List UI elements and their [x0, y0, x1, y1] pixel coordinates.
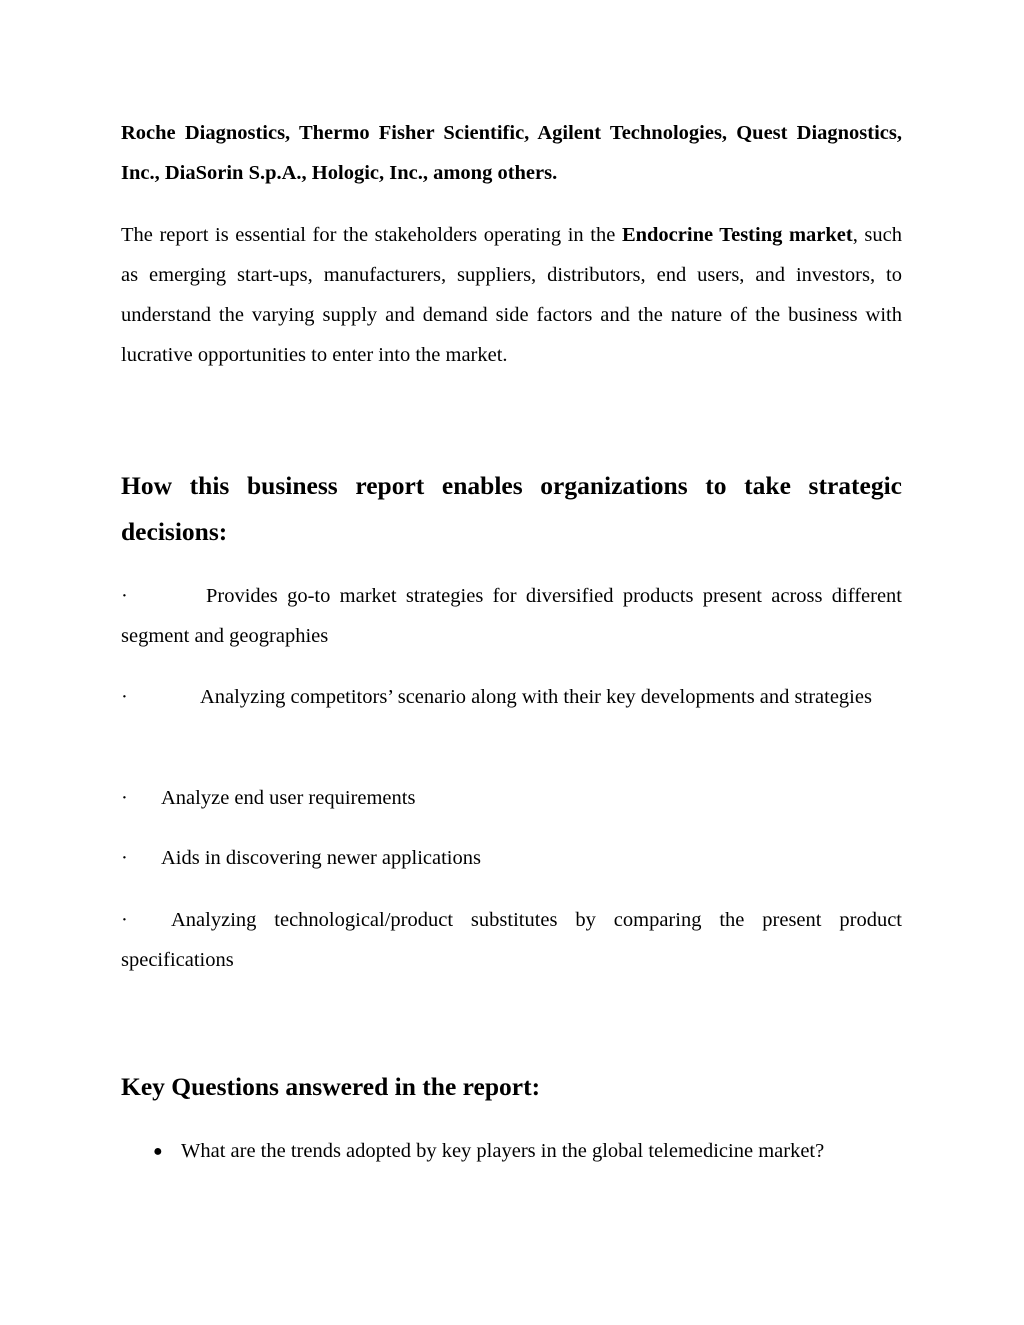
bullet-dot-icon: · [121, 787, 128, 809]
bullet-dot-icon: · [121, 847, 128, 869]
report-text-part1: The report is essential for the stakeholders operating in the [121, 224, 622, 246]
list-item-text: Aids in discovering newer applications [161, 847, 481, 869]
bullet-dot-icon: · [121, 909, 128, 931]
bullet-circle-icon: ● [153, 1143, 163, 1160]
section-heading-strategic: How this business report enables organizations to take strategic decisions: [121, 471, 902, 546]
list-item [121, 900, 902, 980]
section-heading-key-questions: Key Questions answered in the report: [121, 1072, 541, 1101]
list-item [121, 838, 902, 878]
bullet-dot-icon: · [121, 585, 128, 607]
report-text-part2: , such as emerging start-ups, manufacturers, suppliers, distributors, end users, and investors, to understand the varying supply and demand side factors and the nature of the business with lucrative opportunities to enter into the market. [121, 224, 903, 366]
list-item-text: Analyze end user requirements [161, 787, 416, 809]
list-item-text: Analyzing competitors’ scenario along with their key developments and strategies [200, 686, 872, 708]
list-item-text: Provides go-to market strategies for diversified products present across different segment and geographies [121, 585, 902, 647]
question-item [153, 1136, 902, 1167]
list-item [121, 778, 902, 818]
report-text-bold: Endocrine Testing market [621, 224, 853, 246]
list-item [121, 576, 902, 656]
bullet-dot-icon: · [121, 686, 128, 708]
list-item [121, 677, 902, 717]
company-list-paragraph: Roche Diagnostics, Thermo Fisher Scientific, Agilent Technologies, Quest Diagnostics, Inc., DiaSorin S.p.A., Hologic, Inc., among others. [121, 122, 902, 184]
list-item-text: Analyzing technological/product substitutes by comparing the present product specifications [121, 909, 902, 971]
question-text: What are the trends adopted by key players in the global telemedicine market? [181, 1140, 825, 1162]
report-description-paragraph [121, 215, 902, 375]
